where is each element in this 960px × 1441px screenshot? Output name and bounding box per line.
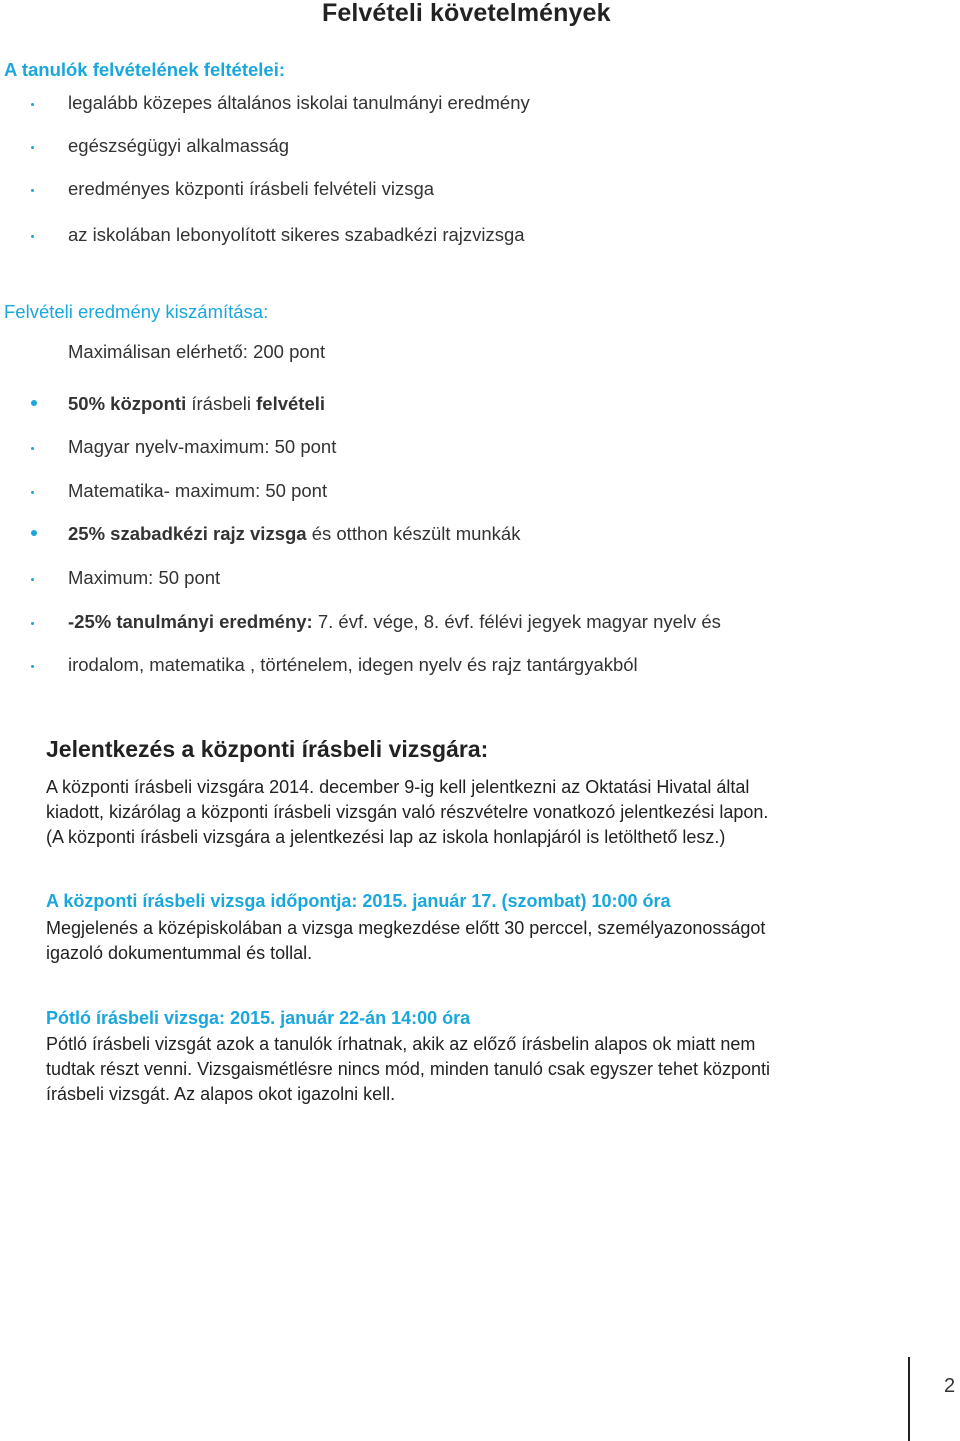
score-item-bold: -25% tanulmányi eredmény: xyxy=(68,611,313,632)
bullet-icon xyxy=(31,578,34,581)
score-item-written xyxy=(68,393,325,415)
bullet-icon xyxy=(31,189,34,192)
makeup-exam-line: írásbeli vizsgát. Az alapos okot igazolni kell. xyxy=(46,1084,396,1104)
score-item-drawing xyxy=(68,523,520,545)
conditions-heading: A tanulók felvételének feltételei: xyxy=(4,59,286,80)
score-item-bold: 25% szabadkézi rajz vizsga xyxy=(68,523,307,544)
score-item: Maximum: 50 pont xyxy=(68,567,221,588)
bullet-icon xyxy=(31,491,34,494)
score-item-grades xyxy=(68,611,721,633)
score-item: irodalom, matematika , történelem, idegen nyelv és rajz tantárgyakból xyxy=(68,654,638,675)
condition-item: eredményes központi írásbeli felvételi vizsga xyxy=(68,178,435,199)
registration-line: kiadott, kizárólag a központi írásbeli vizsgán való részvételre vonatkozó jelentkezési lapon. xyxy=(46,802,769,822)
makeup-exam-line: tudtak részt venni. Vizsgaismétlésre nincs mód, minden tanuló csak egyszer tehet központi xyxy=(46,1059,771,1079)
score-item: Magyar nyelv-maximum: 50 pont xyxy=(68,436,337,457)
footer-divider xyxy=(908,1357,910,1441)
makeup-exam-heading: Pótló írásbeli vizsga: 2015. január 22-án 14:00 óra xyxy=(46,1008,471,1028)
page-title: Felvételi követelmények xyxy=(322,0,611,27)
bullet-icon xyxy=(31,665,34,668)
bullet-icon xyxy=(31,400,37,406)
score-item-bold: 50% központi xyxy=(68,393,187,414)
bullet-icon xyxy=(31,622,34,625)
bullet-icon xyxy=(31,447,34,450)
condition-item: az iskolában lebonyolított sikeres szabadkézi rajzvizsga xyxy=(68,224,525,245)
score-item-text: és otthon készült munkák xyxy=(306,523,521,544)
page-number: 2 xyxy=(944,1375,956,1397)
registration-heading: Jelentkezés a központi írásbeli vizsgára: xyxy=(46,736,489,762)
bullet-icon xyxy=(31,530,37,536)
exam-date-line: igazoló dokumentummal és tollal. xyxy=(46,943,313,963)
makeup-exam-line: Pótló írásbeli vizsgát azok a tanulók írhatnak, akik az előző írásbelin alapos ok miatt nem xyxy=(46,1034,756,1054)
score-item-bold: felvételi xyxy=(256,393,326,414)
score-heading: Felvételi eredmény kiszámítása: xyxy=(4,301,269,322)
condition-item: legalább közepes általános iskolai tanulmányi eredmény xyxy=(68,92,530,113)
exam-date-heading: A központi írásbeli vizsga időpontja: 2015. január 17. (szombat) 10:00 óra xyxy=(46,891,671,911)
score-item-text: írásbeli xyxy=(186,393,257,414)
exam-date-line: Megjelenés a középiskolában a vizsga megkezdése előtt 30 perccel, személyazonosságot xyxy=(46,918,766,938)
max-score-line: Maximálisan elérhető: 200 pont xyxy=(68,341,326,362)
score-item: Matematika- maximum: 50 pont xyxy=(68,480,328,501)
registration-line: (A központi írásbeli vizsgára a jelentkezési lap az iskola honlapjáról is letölthető lesz.) xyxy=(46,827,726,847)
score-item-text: 7. évf. vége, 8. évf. félévi jegyek magyar nyelv és xyxy=(312,611,721,632)
registration-line: A központi írásbeli vizsgára 2014. december 9-ig kell jelentkezni az Oktatási Hivatal által xyxy=(46,777,750,797)
bullet-icon xyxy=(31,146,34,149)
condition-item: egészségügyi alkalmasság xyxy=(68,135,290,156)
bullet-icon xyxy=(31,103,34,106)
bullet-icon xyxy=(31,235,34,238)
